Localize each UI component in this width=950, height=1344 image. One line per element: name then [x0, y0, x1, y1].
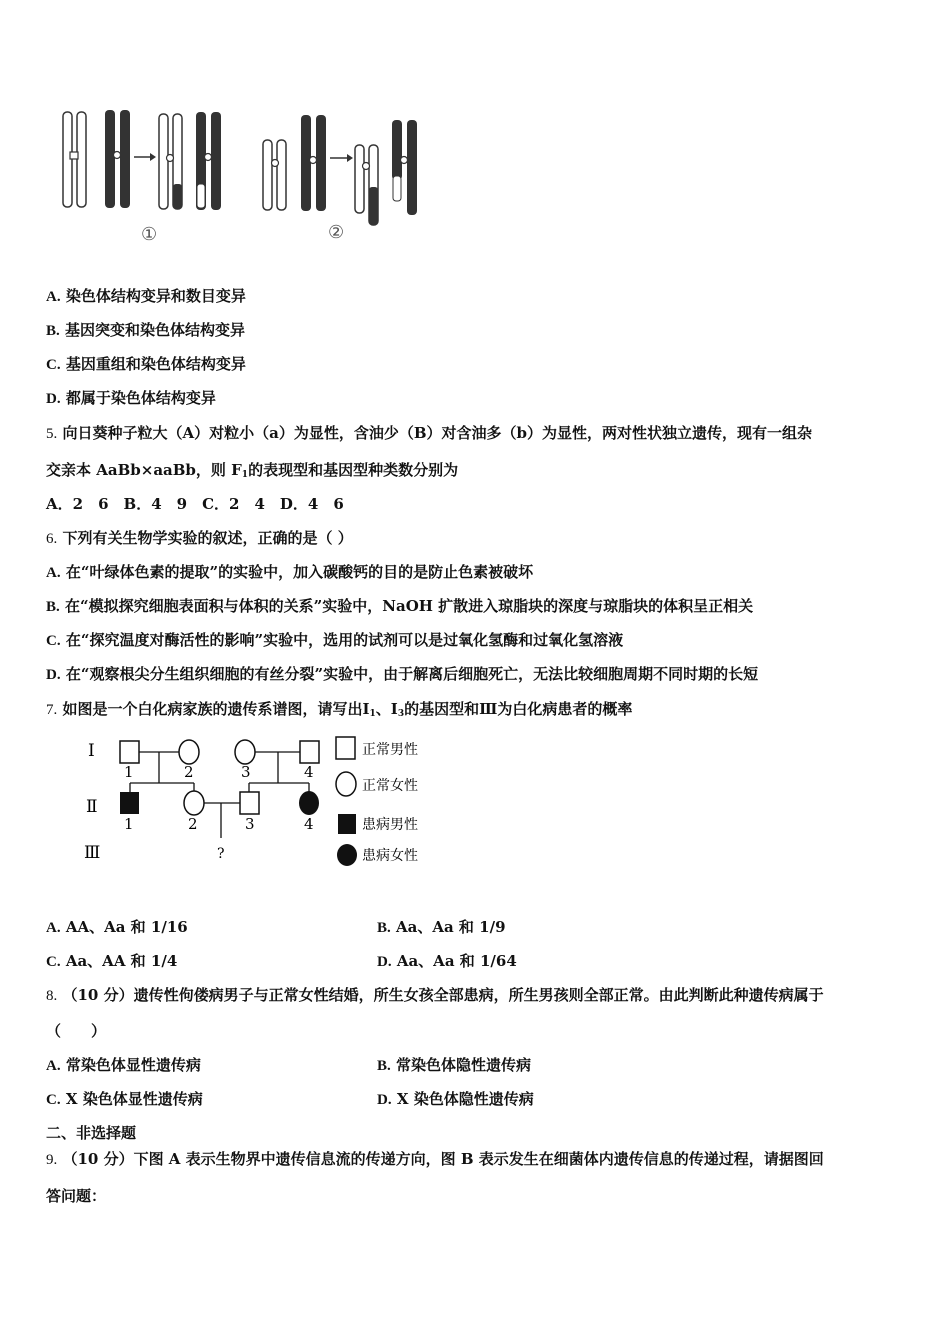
gen2-male-3: [240, 792, 259, 814]
legend-normal-female: 正常女性: [362, 778, 418, 794]
pedigree-chart: [78, 728, 438, 873]
gen1-female-3: [235, 740, 255, 764]
generation-label-2: Ⅱ: [86, 797, 98, 817]
gen2-number-4: 4: [304, 815, 314, 833]
q9-stem-line2: 答问题：: [46, 1187, 107, 1205]
legend-normal-male: 正常男性: [362, 742, 418, 758]
q7-option-c: C. Aa、AA 和 1/4: [46, 952, 178, 970]
legend-affected-male: 患病男性: [362, 817, 418, 833]
figure-label-2: ②: [328, 222, 345, 243]
q6-option-a: A. 在“叶绿体色素的提取”的实验中，加入碳酸钙的目的是防止色素被破坏: [46, 563, 534, 581]
q7-stem: 7. 如图是一个白化病家族的遗传系谱图，请写出$Ⅰ_1$、$Ⅰ_3$的基因型和Ⅲ为白化病患者的概率: [46, 700, 633, 719]
gen1-female-2: [179, 740, 199, 764]
gen1-number-2: 2: [184, 763, 194, 781]
q8-option-a: A. 常染色体显性遗传病: [46, 1056, 201, 1074]
gen1-number-3: 3: [241, 763, 251, 781]
gen2-number-3: 3: [245, 815, 255, 833]
chromosome-diagram: [55, 100, 435, 250]
chromosome-variation-figure: [55, 100, 435, 250]
q6-option-b: B. 在“模拟探究细胞表面积与体积的关系”实验中，NaOH 扩散进入琼脂块的深度与琼脂块的体积呈正相关: [46, 597, 754, 615]
q4-option-a: A. 染色体结构变异和数目变异: [46, 287, 246, 305]
legend-affected-female: 患病女性: [362, 848, 418, 864]
q5-options: A．2 6 B．4 9 C．2 4 D．4 6: [46, 495, 344, 513]
gen1-male-1: [120, 741, 139, 763]
gen1-number-4: 4: [304, 763, 314, 781]
legend-normal-male-icon: [336, 737, 355, 759]
q8-option-c: C. X 染色体显性遗传病: [46, 1090, 203, 1108]
q4-option-d: D. 都属于染色体结构变异: [46, 389, 216, 407]
generation-label-3: Ⅲ: [84, 843, 101, 863]
gen2-number-1: 1: [124, 815, 134, 833]
q6-stem: 6. 下列有关生物学实验的叙述，正确的是（ ）: [46, 529, 353, 547]
q6-option-d: D. 在“观察根尖分生组织细胞的有丝分裂”实验中，由于解离后细胞死亡，无法比较细胞周期不同时期的长短: [46, 665, 759, 683]
q8-stem-line1: 8. （10 分）遗传性佝偻病男子与正常女性结婚，所生女孩全部患病，所生男孩则全部正常。由此判断此种遗传病属于: [46, 986, 824, 1004]
q5-stem-line1: 5. 向日葵种子粒大（A）对粒小（a）为显性，含油少（B）对含油多（b）为显性，两对性状独立遗传，现有一组杂: [46, 424, 813, 442]
section-title: 二、非选择题: [46, 1124, 137, 1142]
q7-option-d: D. Aa、Aa 和 1/64: [377, 952, 517, 970]
legend-affected-female-icon: [337, 844, 357, 866]
legend-normal-female-icon: [336, 772, 356, 796]
q6-option-c: C. 在“探究温度对酶活性的影响”实验中，选用的试剂可以是过氧化氢酶和过氧化氢溶液: [46, 631, 624, 649]
q4-option-c: C. 基因重组和染色体结构变异: [46, 355, 246, 373]
gen2-number-2: 2: [188, 815, 198, 833]
q5-stem-line2: 交亲本 AaBb×aaBb，则 $F_1$的表现型和基因型种类数分别为: [46, 461, 459, 480]
legend-affected-male-icon: [338, 814, 356, 834]
pedigree-diagram: [78, 728, 438, 873]
gen2-female-2: [184, 791, 204, 815]
figure-label-1: ①: [141, 224, 158, 245]
gen1-number-1: 1: [124, 763, 134, 781]
q8-option-d: D. X 染色体隐性遗传病: [377, 1090, 534, 1108]
q7-option-a: A. AA、Aa 和 1/16: [46, 918, 188, 936]
q8-option-b: B. 常染色体隐性遗传病: [377, 1056, 532, 1074]
gen3-unknown: ?: [217, 846, 225, 862]
generation-label-1: Ⅰ: [88, 741, 95, 761]
q4-option-b: B. 基因突变和染色体结构变异: [46, 321, 246, 339]
q7-option-b: B. Aa、Aa 和 1/9: [377, 918, 506, 936]
gen2-affected-female-4: [299, 791, 319, 815]
q9-stem-line1: 9. （10 分）下图 A 表示生物界中遗传信息流的传递方向，图 B 表示发生在细菌体内遗传信息的传递过程，请据图回: [46, 1150, 824, 1168]
q8-stem-line2: （ ）: [46, 1022, 107, 1040]
gen2-affected-male-1: [120, 792, 139, 814]
gen1-male-4: [300, 741, 319, 763]
